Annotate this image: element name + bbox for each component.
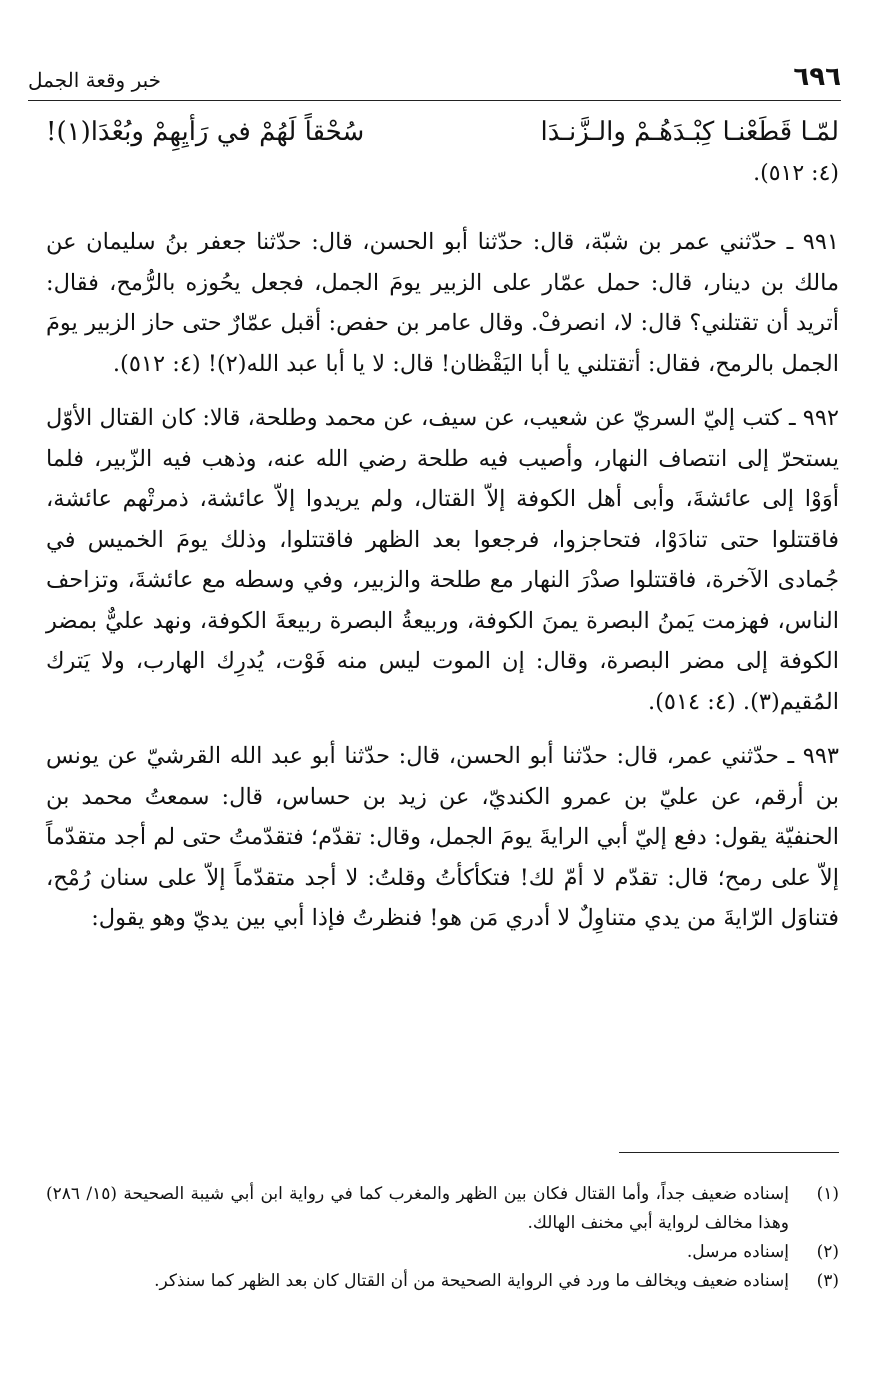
main-text [46,112,839,939]
footnote-number: (١) [816,1184,839,1204]
verse-hemistich-second: سُحْقاً لَهُمْ في رَأيِهِمْ وبُعْدَا(١)! [46,117,365,147]
footnote [46,1238,839,1267]
footnotes [46,1180,839,1296]
footnote-text: إسناده مرسل. [686,1242,789,1262]
footnote-number: (٣) [816,1271,839,1291]
page-header [28,58,841,101]
footnote [46,1267,839,1296]
footnote-text: إسناده ضعيف ويخالف ما ورد في الرواية الصحيحة من أن القتال كان بعد الظهر كما سنذكر. [154,1271,789,1291]
verse-reference: (٤: ٥١٢). [753,161,839,186]
paragraph-992: ٩٩٢ ـ كتب إليّ السريّ عن شعيب، عن سيف، عن محمد وطلحة، قالا: كان القتال الأوّل يستحرّ إلى انتصاف النهار، وأصيب فيه طلحة رضي الله عنه، وذهب فيه الزّبير، فلما أوَوْا إلى عائشةَ، وأبى أهل الكوفة إلاّ القتال، ولم يريدوا إلاّ عائشة، ذمرتْهم عائشة، فاقتتلوا حتى تنادَوْا، فتحاجزوا، فرجعوا بعد الظهر فاقتتلوا، وذلك يومَ الخميس في جُمادى الآخرة، فاقتتلوا صدْرَ النهار مع طلحة والزبير، وفي وسطه مع عائشةَ، وتزاحف الناس، فهزمت يَمنُ البصرة يمنَ الكوفة، وربيعةُ البصرة ربيعةَ الكوفة، ونهد عليٌّ بمضر الكوفة إلى مضر البصرة، وقال: إن الموت ليس منه فَوْت، يُدرِك الهارب، ولا يَترك المُقيم(٣). (٤: ٥١٤). [46,405,839,715]
footnote-number: (٢) [816,1242,839,1262]
verse-hemistich-first: لمّـا قَطَعْنـا كِبْـدَهُـمْ والـزَّنـدَا [540,117,839,147]
footnote-text: إسناده ضعيف جداً، وأما القتال فكان بين الظهر والمغرب كما في رواية ابن أبي شيبة الصحيحة (١٥/ ٢٨٦) وهذا مخالف لرواية أبي مخنف الهالك. [46,1184,789,1233]
poem-verse [46,112,839,152]
running-title: خبر وقعة الجمل [28,68,162,92]
paragraph-991: ٩٩١ ـ حدّثني عمر بن شبّة، قال: حدّثنا أبو الحسن، قال: حدّثنا جعفر بنُ سليمان عن مالك بن دينار، قال: حمل عمّار على الزبير يومَ الجمل، فجعل يحُوزه بالرُّمح، فقال: أتريد أن تقتلني؟ قال: لا، انصرفْ. وقال عامر بن حفص: أقبل عمّارٌ حتى حاز الزبير يومَ الجمل بالرمح، فقال: أتقتلني يا أبا اليَقْظان! قال: لا يا أبا عبد الله(٢)! (٤: ٥١٢). [46,229,839,377]
footnote-separator [619,1152,839,1153]
page-number: ٦٩٦ [793,62,841,92]
paragraph-993: ٩٩٣ ـ حدّثني عمر، قال: حدّثنا أبو الحسن، قال: حدّثنا أبو عبد الله القرشيّ عن يونس بن أرقم، عن عليّ بن عمرو الكنديّ، عن زيد بن حساس، قال: سمعتُ محمد بن الحنفيّة يقول: دفع إليّ أبي الرايةَ يومَ الجمل، وقال: تقدّم؛ فتقدّمتُ حتى لم أجد متقدّماً إلاّ على رمح؛ قال: تقدّم لا أمّ لك! فتكأكأتُ وقلتُ: لا أجد متقدّماً إلاّ على سنان رُمْح، فتناوَل الرّايةَ من يدي متناوِلٌ لا أدري مَن هو! فنظرتُ فإذا أبي بين يديّ وهو يقول: [46,743,839,931]
footnote [46,1180,839,1238]
